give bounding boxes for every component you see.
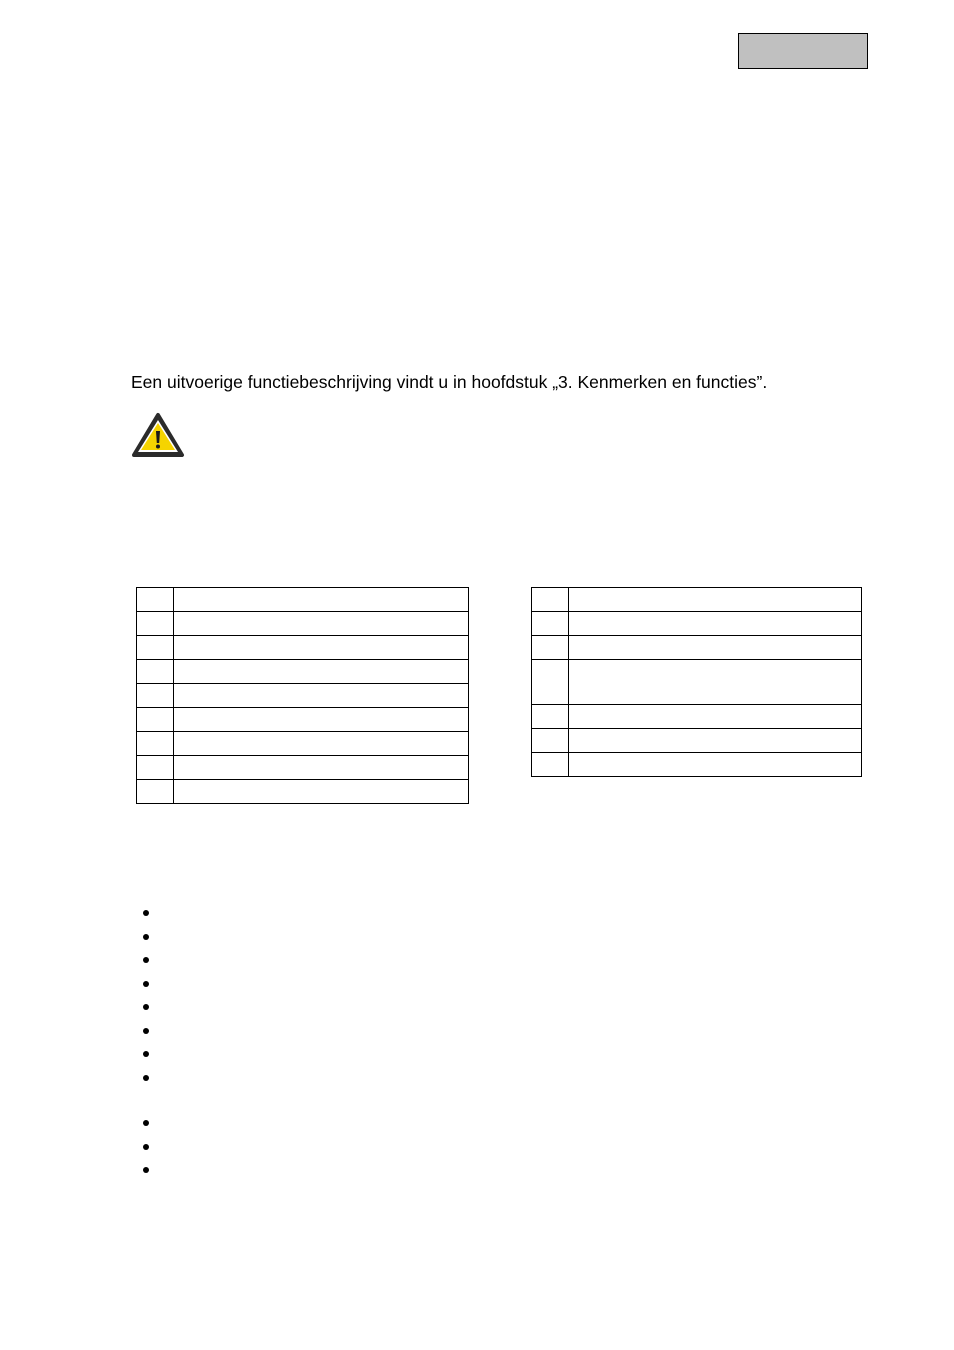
table-cell-description	[569, 588, 862, 612]
table-cell-description	[174, 708, 469, 732]
table-cell-description	[569, 729, 862, 753]
table-row	[137, 660, 469, 684]
table-row	[532, 588, 862, 612]
table-cell-number	[532, 660, 569, 705]
table-cell-number	[532, 612, 569, 636]
bullet-icon	[143, 1075, 149, 1081]
table-row	[137, 684, 469, 708]
table-cell-description	[174, 780, 469, 804]
parts-table-right	[531, 587, 862, 777]
table-row	[137, 732, 469, 756]
table-cell-number	[137, 636, 174, 660]
table-cell-number	[137, 612, 174, 636]
table-row	[137, 636, 469, 660]
table-cell-number	[137, 732, 174, 756]
table-row	[532, 729, 862, 753]
table-cell-number	[532, 729, 569, 753]
bullet-icon	[143, 1167, 149, 1173]
language-tab-box	[738, 33, 868, 69]
table-cell-number	[137, 780, 174, 804]
table-row	[137, 756, 469, 780]
bullet-icon	[143, 934, 149, 940]
table-cell-description	[569, 753, 862, 777]
table-cell-description	[174, 588, 469, 612]
table-cell-number	[137, 588, 174, 612]
table-cell-number	[532, 753, 569, 777]
table-row	[137, 780, 469, 804]
table-cell-description	[174, 732, 469, 756]
table-cell-number	[532, 636, 569, 660]
table-row	[532, 612, 862, 636]
bullet-icon	[143, 1144, 149, 1150]
table-row	[532, 660, 862, 705]
bullet-icon	[143, 981, 149, 987]
warning-icon	[131, 412, 185, 458]
table-cell-description	[174, 636, 469, 660]
table-row	[137, 708, 469, 732]
table-row	[137, 588, 469, 612]
table-cell-description	[174, 660, 469, 684]
table-cell-description	[569, 612, 862, 636]
table-cell-description	[174, 684, 469, 708]
table-cell-description	[174, 612, 469, 636]
table-cell-number	[532, 588, 569, 612]
bullet-icon	[143, 1004, 149, 1010]
table-cell-number	[137, 756, 174, 780]
table-cell-number	[532, 705, 569, 729]
bullet-icon	[143, 1028, 149, 1034]
table-cell-number	[137, 684, 174, 708]
intro-paragraph: Een uitvoerige functiebeschrijving vindt u in hoofdstuk „3. Kenmerken en functies”.	[131, 372, 768, 392]
bullet-icon	[143, 1120, 149, 1126]
table-row	[532, 753, 862, 777]
bullet-icon	[143, 910, 149, 916]
table-row	[137, 612, 469, 636]
bullet-icon	[143, 957, 149, 963]
table-cell-description	[569, 705, 862, 729]
parts-table-left	[136, 587, 469, 804]
table-row	[532, 705, 862, 729]
table-cell-description	[569, 636, 862, 660]
bullet-icon	[143, 1051, 149, 1057]
table-cell-number	[137, 708, 174, 732]
table-cell-number	[137, 660, 174, 684]
table-cell-description	[174, 756, 469, 780]
table-row	[532, 636, 862, 660]
table-cell-description	[569, 660, 862, 705]
